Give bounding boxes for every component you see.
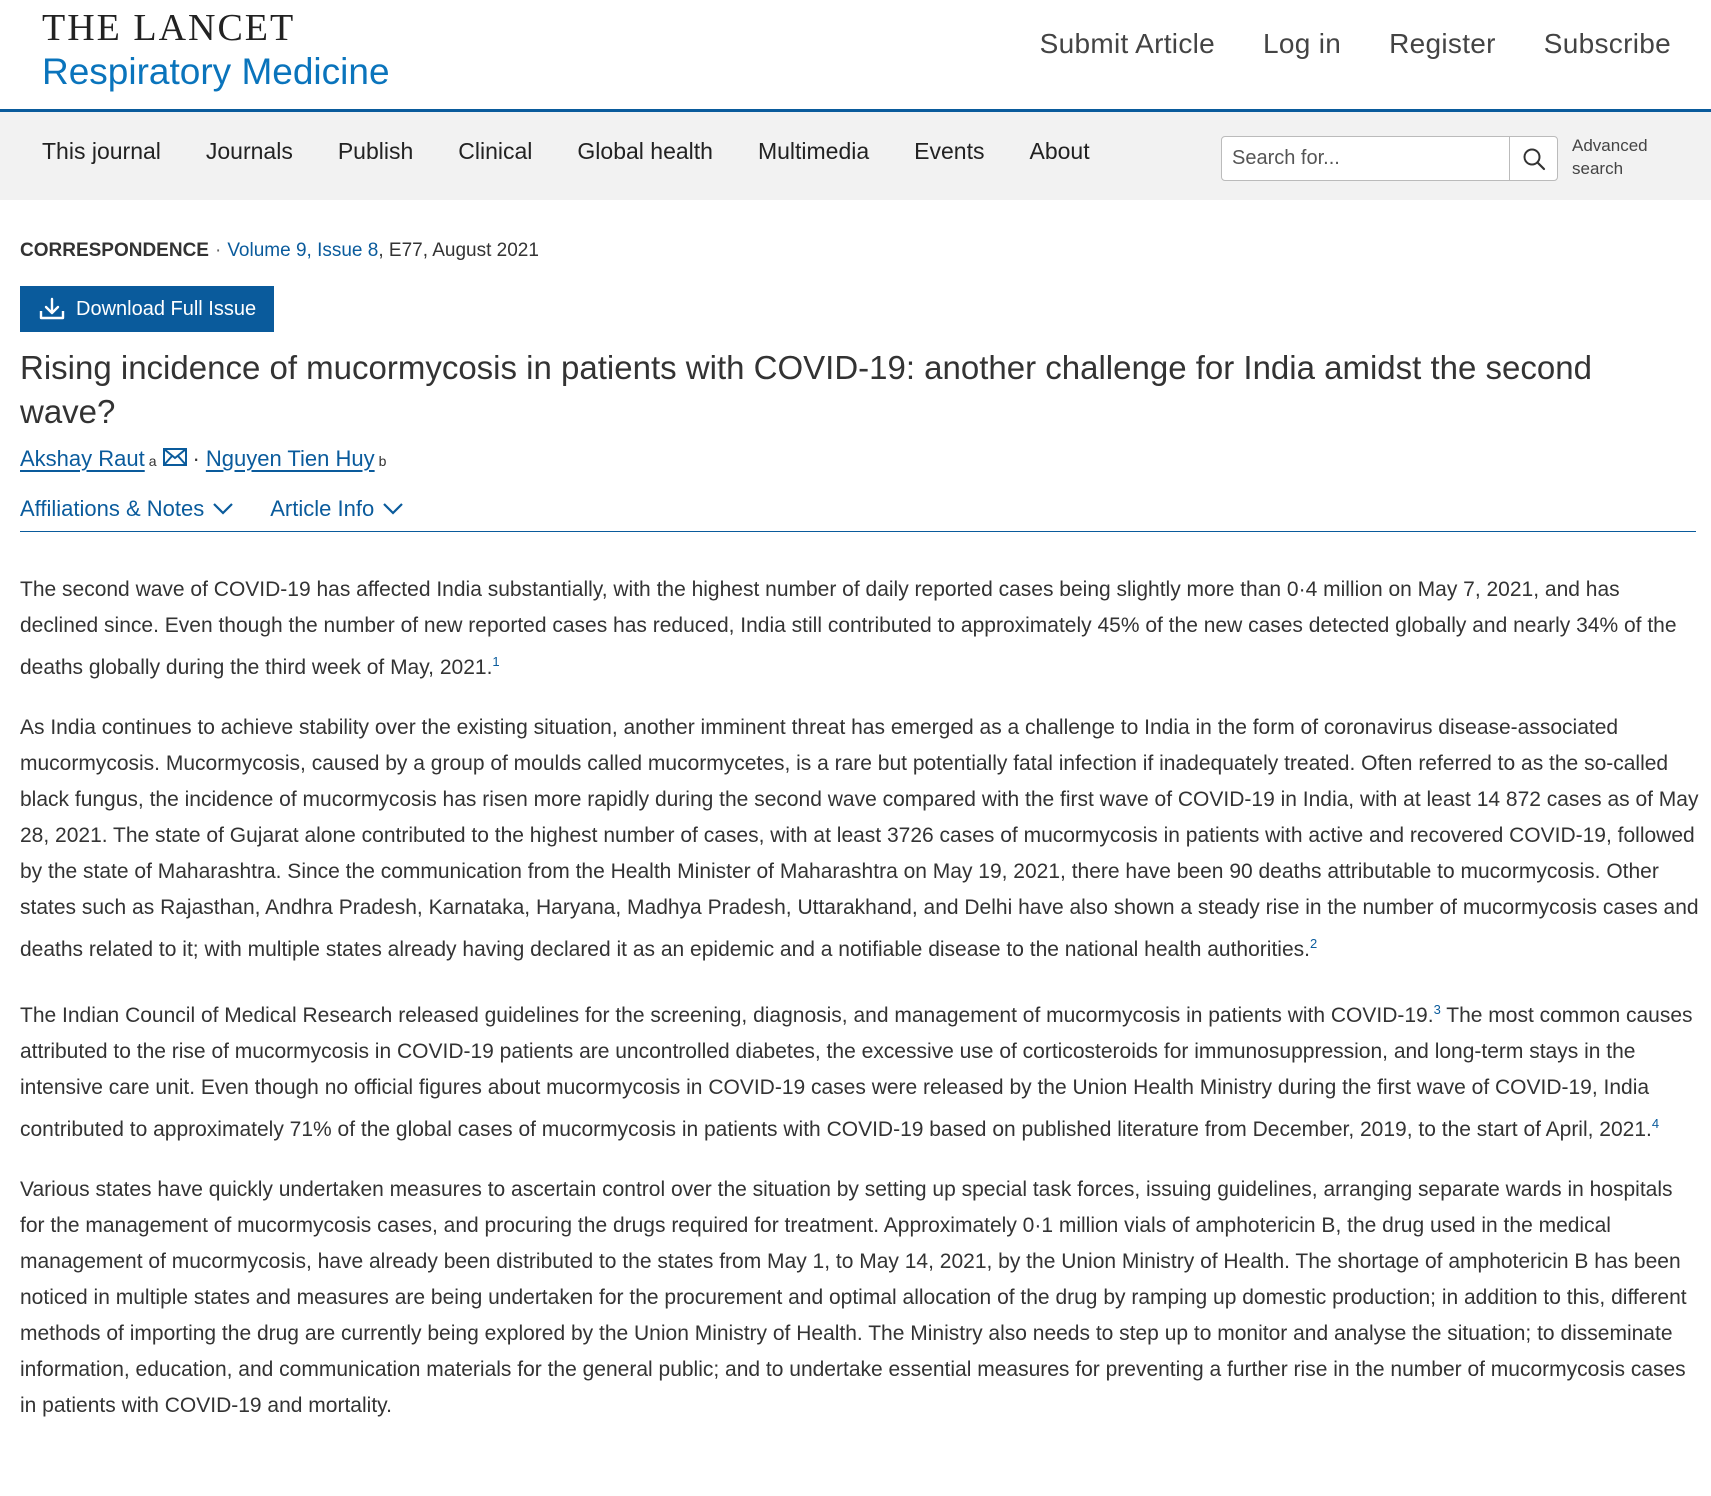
paragraph-text: The second wave of COVID-19 has affected India substantially, with the highest number of daily reported cases being slightly more than 0·4 million on May 7, 2021, and has declined since. Even though the number of new reported cases has reduced, India still contributed to approximately 45% of the new cases detected globally and nearly 34% of the deaths globally during the third week of May, 2021. [20, 578, 1677, 679]
email-icon[interactable] [163, 446, 187, 472]
tab-affiliations-notes[interactable] [20, 496, 234, 522]
paragraph [20, 572, 1700, 686]
reference-link[interactable]: 3 [1433, 1002, 1441, 1017]
tab-article-info[interactable] [270, 496, 404, 522]
author-separator: · [192, 446, 200, 471]
article-type: CORRESPONDENCE [20, 240, 209, 261]
meta-separator: · [214, 240, 222, 261]
author-nguyen-tien-huy[interactable]: Nguyen Tien Huy [205, 446, 375, 471]
nav-global-health[interactable]: Global health [577, 138, 713, 164]
nav-journals[interactable]: Journals [205, 138, 293, 164]
logo-line-lancet: THE LANCET [42, 7, 296, 49]
subscribe-link[interactable]: Subscribe [1543, 28, 1671, 59]
article-content [0, 240, 1711, 1424]
author-list [20, 446, 1691, 480]
nav-multimedia[interactable]: Multimedia [757, 138, 870, 164]
logo-line-journal: Respiratory Medicine [42, 51, 390, 92]
author-affiliation-b: b [378, 453, 387, 469]
nav-about[interactable]: About [1029, 138, 1090, 164]
reference-link[interactable]: 4 [1651, 1116, 1660, 1131]
reference-link[interactable]: 2 [1309, 936, 1318, 951]
paragraph-text: The most common causes attributed to the rise of mucormycosis in COVID-19 patients are uncontrolled diabetes, the excessive use of corticosteroids for immunosuppression, and long-term stays in the intensive care unit. Even though no official figures about mucormycosis in COVID-19 cases were released by the Union Health Ministry during the first wave of COVID-19, India contributed to approximately 71% of the global cases of mucormycosis in patients with COVID-19 based on published literature from December, 2019, to the start of April, 2021. [20, 1004, 1693, 1141]
nav-clinical[interactable]: Clinical [458, 138, 533, 164]
advanced-search-link[interactable] [1572, 134, 1682, 180]
advanced-search-line2: search [1572, 159, 1624, 178]
journal-logo[interactable] [42, 6, 390, 94]
search-button[interactable] [1509, 137, 1557, 180]
article-meta [20, 240, 1691, 266]
article-body [20, 572, 1700, 1424]
article-info-tabs [20, 492, 1696, 532]
main-nav [42, 138, 1090, 165]
reference-link[interactable]: 1 [492, 654, 500, 669]
download-icon [38, 297, 66, 321]
submit-article-link[interactable]: Submit Article [1039, 28, 1216, 59]
main-nav-bar [0, 112, 1711, 200]
paragraph [20, 1172, 1700, 1424]
paragraph-text: As India continues to achieve stability over the existing situation, another imminent threat has emerged as a challenge to India in the form of coronavirus disease-associated mucormycosis. Mucormycosis, caused by a group of moulds called mucormycetes, is a rare but potentially fatal infection if inadequately treated. Often referred to as the so-called black fungus, the incidence of mucormycosis has risen more rapidly during the second wave compared with the first wave of COVID-19 in India, with at least 14 872 cases as of May 28, 2021. The state of Gujarat alone contributed to the highest number of cases, with at least 3726 cases of mucormycosis in patients with active and recovered COVID-19, followed by the state of Maharashtra. Since the communication from the Health Minister of Maharashtra on May 19, 2021, there have been 90 deaths attributable to mucormycosis. Other states such as Rajasthan, Andhra Pradesh, Karnataka, Haryana, Madhya Pradesh, Uttarakhand, and Delhi have also shown a steady rise in the number of mucormycosis cases and deaths related to it; with multiple states already having declared it as an epidemic and a notifiable disease to the national health authorities. [20, 716, 1699, 961]
nav-this-journal[interactable]: This journal [42, 138, 161, 164]
volume-issue-link[interactable]: Volume 9, Issue 8 [227, 240, 379, 261]
tab-affiliations-label: Affiliations & Notes [20, 495, 205, 521]
paragraph-text: The Indian Council of Medical Research released guidelines for the screening, diagnosis, and management of mucormycosis in patients with COVID-19. [20, 1004, 1434, 1027]
register-link[interactable]: Register [1389, 28, 1496, 59]
advanced-search-line1: Advanced [1572, 136, 1648, 155]
article-title: Rising incidence of mucormycosis in patients with COVID-19: another challenge for India amidst the second wave? [20, 349, 1592, 430]
site-header [0, 0, 1711, 112]
account-links [1040, 28, 1671, 60]
chevron-down-icon [212, 502, 234, 516]
chevron-down-icon [382, 502, 404, 516]
paragraph [20, 992, 1700, 1148]
paragraph-text: Various states have quickly undertaken measures to ascertain control over the situation by setting up special task forces, issuing guidelines, arranging separate wards in hospitals for the management of mucormycosis cases, and procuring the drugs required for treatment. Approximately 0·1 million vials of amphotericin B, the drug used in the medical management of mucormycosis, have already been distributed to the states from May 1, to May 14, 2021, by the Union Ministry of Health. The shortage of amphotericin B has been noticed in multiple states and measures are being undertaken for the procurement and optimal allocation of the drug by ramping up domestic production; in addition to this, different methods of importing the drug are currently being explored by the Union Ministry of Health. The Ministry also needs to step up to monitor and analyse the situation; to disseminate information, education, and communication materials for the general public; and to undertake essential measures for preventing a further rise in the number of mucormycosis cases in patients with COVID-19 and mortality. [20, 1178, 1687, 1417]
login-link[interactable]: Log in [1263, 28, 1342, 59]
search-icon [1522, 147, 1546, 171]
nav-events[interactable]: Events [914, 138, 985, 164]
download-full-issue-button[interactable] [20, 286, 274, 332]
author-affiliation-a: a [148, 453, 157, 469]
search-box [1221, 136, 1558, 181]
tab-article-info-label: Article Info [270, 495, 375, 521]
nav-publish[interactable]: Publish [337, 138, 414, 164]
search-input[interactable] [1222, 137, 1509, 180]
paragraph [20, 710, 1700, 968]
author-akshay-raut[interactable]: Akshay Raut [20, 446, 145, 471]
download-label: Download Full Issue [76, 297, 257, 320]
pages-date: , E77, August 2021 [378, 240, 539, 261]
